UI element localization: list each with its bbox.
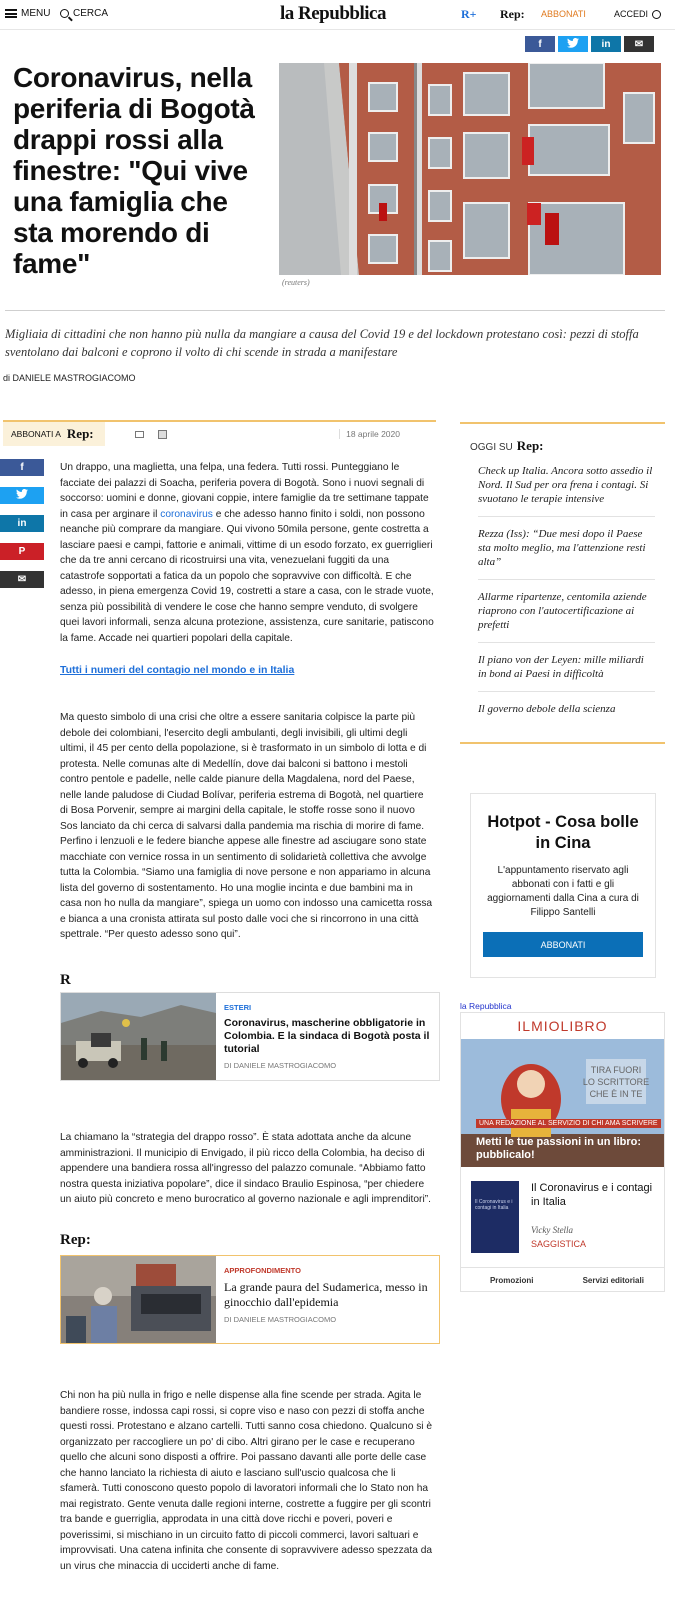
abbonati-rep-button[interactable]: [3, 422, 105, 446]
rep-logo: Rep:: [60, 1232, 91, 1248]
mail-share-button[interactable]: [624, 36, 654, 52]
book-cover: Il Coronavirus e i contagi in Italia: [471, 1181, 519, 1253]
related-article-image: [61, 993, 216, 1080]
card-category: APPROFONDIMENTO: [224, 1266, 301, 1275]
abbonati-a-label: ABBONATI A: [11, 429, 61, 439]
divider: [5, 310, 665, 311]
ilmiolibro-banner[interactable]: [461, 1039, 664, 1167]
menu-label: MENU: [21, 8, 51, 19]
oggi-su-header: [460, 424, 665, 454]
hero-image: [279, 63, 661, 275]
ilmiolibro-footer: [461, 1267, 664, 1293]
article-paragraph: Chi non ha più nulla in frigo e nelle dispense alla fine scende per strada. Agita le bandiere rosse, indossa capi rossi, si copre viso e naso con pezzi di stoffa anche questi rossi. Protestano e alzano cartelli. Tutti sanno cosa chiedono. Qualcuno si è organizzato per raccogliere un po' di cibo. Altri girano per le case e recuperano quello che alcuni sono disposti a offrire. Poi passano davanti alle porte delle case che hanno lanciato la richiesta di aiuto e lasciano sull'uscio qualcosa che li sfamerà. Tutti conoscono questo popolo di lavoratori informali che lo Stato non ha mai registrato. Gente venuta dalle regioni interne, costrette a fuggire per gli scontri tra bande e guerriglia, approdata in una città dove ricchi e poveri, poveri e poverissimi, si mischiano in un circuito fatto di piccoli commerci, lavori saltuari e improvvisati. Una catena infinita che consente di sopravvivere adesso spezzata da un virus che minaccia di ucciderti anche di fame.: [60, 1390, 433, 1572]
hotpot-description: L'appuntamento riservato agli abbonati con i fatti e gli aggiornamenti dalla Cina a cura di Filippo Santelli: [487, 865, 639, 918]
ilmiolibro-logo[interactable]: ILMIOLIBRO: [517, 1018, 608, 1034]
article-paragraph: Ma questo simbolo di una crisi che oltre a essere sanitaria colpisce la parte più debole dei colombiani, l'esercito degli ambulanti, degli invisibili, gli ultimi degli ultimi, il 45 per cento della popolazione, si è trasformato in un simbolo di lotta e di protesta. Nelle comunas alte di Medellín, dove dai balconi si battono i mestoli contro pentole e padelle, nelle calde pianure della Magdalena, nord del Paese, nelle lande paludose di Ciudad Bolívar, periferia estrema di Bogotà, nel quartiere di Bosa Porvenir, sempre ai margini della capitale, le stoffe rosse sono il nuovo Sos lanciato da chi cerca di salvarsi dalla pandemia ma rischia di morire di fame. Perfino i lenzuoli e le federe bianche appese alle finestre ad asciugare sono state macchiate con vernice rossa in un sentimento di solidarietà collettiva che avvolge tutta la Colombia. “Siamo una famiglia di nove persone e non appariamo in alcuna lista del governo di sostentamento. Ho una moglie incinta e due bambini ma in casa non ho nulla da mangiare”, spiega un uomo con indosso una camicetta rossa e bianca a una cronista attirata sul posto dalle voci che si rincorrono in una città spettrale. “Per questo adesso sono qui”.: [60, 712, 433, 940]
article-paragraph: [60, 460, 434, 646]
login-button[interactable]: [614, 9, 661, 19]
banner-slogan-line1: TIRA FUORI: [590, 1065, 642, 1075]
share-bar-top: [525, 36, 654, 52]
photo-credit: (reuters): [282, 278, 310, 287]
servizi-editoriali-link[interactable]: Servizi editoriali: [582, 1276, 644, 1285]
facebook-icon: f: [20, 462, 24, 473]
facebook-icon: f: [538, 38, 542, 50]
twitter-share-button[interactable]: [558, 36, 588, 52]
rplus-link[interactable]: [461, 7, 477, 22]
related-article-image: [61, 1256, 216, 1343]
article-headline: Coronavirus, nella periferia di Bogotà drappi rossi alla finestre: "Qui vive una famiglia che sta morendo di fame": [13, 62, 255, 279]
article-toolbar: [3, 420, 436, 446]
oggi-su-item[interactable]: Rezza (Iss): “Due mesi dopo il Paese sta molto meglio, ma l'attenzione resti alta”: [478, 517, 655, 580]
hotpot-newsletter-box: [470, 793, 656, 978]
book-title: Il Coronavirus e i contagi in Italia: [531, 1182, 653, 1208]
featured-book[interactable]: [461, 1167, 664, 1267]
linkedin-share-button[interactable]: [0, 515, 44, 532]
banner-headline: Metti le tue passioni in un libro: pubblicalo!: [476, 1136, 642, 1161]
hotpot-subscribe-button[interactable]: ABBONATI: [483, 932, 643, 957]
search-button[interactable]: [60, 8, 108, 19]
login-label: ACCEDI: [614, 9, 649, 19]
repubblica-link[interactable]: la Repubblica: [460, 1001, 512, 1011]
hotpot-title: Hotpot - Cosa bolle in Cina: [487, 813, 639, 852]
search-icon: [60, 9, 69, 18]
linkedin-icon: in: [601, 38, 611, 50]
rep-link[interactable]: Rep:: [500, 7, 525, 21]
rep-brand: Rep:: [516, 438, 544, 453]
repubblica-r-logo: R: [60, 972, 71, 988]
banner-caption: UNA REDAZIONE AL SERVIZIO DI CHI AMA SCRIVERE: [476, 1119, 661, 1128]
related-article-card[interactable]: [60, 1255, 440, 1344]
linkedin-icon: in: [17, 518, 27, 529]
print-icon[interactable]: [158, 430, 167, 439]
mail-icon: ✉: [17, 574, 27, 585]
card-title: Coronavirus, mascherine obbligatorie in Colombia. E la sindaca di Bogotà posta il tutorial: [224, 1017, 430, 1055]
oggi-su-rep-box: [460, 422, 665, 744]
book-category: SAGGISTICA: [531, 1239, 587, 1249]
twitter-share-button[interactable]: [0, 487, 44, 504]
facebook-share-button[interactable]: [0, 459, 44, 476]
article-byline: di DANIELE MASTROGIACOMO: [3, 373, 136, 383]
linkedin-share-button[interactable]: [591, 36, 621, 52]
top-bar: [0, 0, 675, 30]
abbonati-link[interactable]: ABBONATI: [541, 9, 586, 19]
oggi-su-item[interactable]: Check up Italia. Ancora sotto assedio il Nord. Il Sud per ora frena i contagi. Si svuotano le terapie intensive: [478, 454, 655, 517]
rep-brand: Rep:: [66, 426, 94, 441]
contagio-numbers-link[interactable]: Tutti i numeri del contagio nel mondo e in Italia: [60, 664, 295, 676]
twitter-icon: [567, 38, 579, 51]
hamburger-icon: [5, 9, 17, 18]
card-byline: DI DANIELE MASTROGIACOMO: [224, 1061, 337, 1070]
related-article-card[interactable]: [60, 992, 440, 1081]
oggi-su-item[interactable]: Allarme ripartenze, centomila aziende riaprono con l'autocertificazione ai prefetti: [478, 580, 655, 643]
menu-button[interactable]: [5, 8, 50, 19]
pinterest-icon: P: [18, 546, 26, 557]
book-author: Vicky Stella: [531, 1225, 574, 1235]
mail-icon: ✉: [634, 38, 644, 50]
card-category: ESTERI: [224, 1003, 252, 1012]
card-title: La grande paura del Sudamerica, messo in ginocchio dall'epidemia: [224, 1280, 428, 1309]
twitter-icon: [16, 489, 28, 502]
mail-icon[interactable]: [135, 431, 144, 438]
paragraph-text: Un drappo, una maglietta, una felpa, una federa. Tutti rossi. Punteggiano le facciate dei palazzi di Soacha, periferia povera di Bogotà. Sono i nuovi segnali di soccorso: uomini e donne, giovani coppie, intere famiglie da tre settimane tappate in casa per arginare il: [60, 462, 429, 520]
coronavirus-link[interactable]: coronavirus: [160, 508, 213, 520]
card-byline: DI DANIELE MASTROGIACOMO: [224, 1315, 337, 1324]
banner-slogan-line2: LO SCRITTORE: [582, 1077, 650, 1087]
promozioni-link[interactable]: Promozioni: [489, 1276, 534, 1285]
rplus-label: R+: [461, 7, 477, 21]
facebook-share-button[interactable]: [525, 36, 555, 52]
oggi-su-item[interactable]: Il piano von der Leyen: mille miliardi in bond ai Paesi in difficoltà: [478, 643, 655, 692]
site-logo[interactable]: la Repubblica: [280, 3, 386, 24]
article-date: 18 aprile 2020: [339, 429, 400, 439]
ilmiolibro-box: [460, 1012, 665, 1292]
banner-slogan-line3: CHE È IN TE: [589, 1089, 643, 1099]
article-subtitle: Migliaia di cittadini che non hanno più nulla da mangiare a causa del Covid 19 e del lockdown protestano così: pezzi di stoffa sventolano dai balconi e coprono il volto di chi scende in strada a manifestare: [5, 327, 639, 359]
user-icon: [652, 10, 661, 19]
oggi-su-item[interactable]: Il governo debole della scienza: [478, 703, 616, 715]
pinterest-share-button[interactable]: [0, 543, 44, 560]
paragraph-text: e che adesso hanno finito i soldi, non possono neanche più comprare da mangiare. Qui vivono 50mila persone, gente costretta a lasciare paesi e campi, fattorie e animali, vittime di un esodo forzato, ex guerriglieri che da tre anni cercano di ricostruirsi una vita, venezuelani fuggiti da una catastrofe sopportati a fatica da un popolo che sopravvive con difficoltà. E che adesso, in piena emergenza Covid 19, costretti a stare a casa, con le strade vuote, senza più possibilità di vendere le cose che hanno sempre venduto, di svolgere quei lavori informali, senza alcuna protezione, assistenza, cure sanitarie, patiscono la fame. Accade nei quartieri popolari della capitale.: [60, 508, 434, 644]
article-paragraph: La chiamano la “strategia del drappo rosso”. È stata adottata anche da alcune amministrazioni. Il municipio di Envigado, il più ricco della Colombia, ha deciso di appendere una bandiera rossa all'ingresso del palazzo comunale. “Abbiamo fatto nostra questa iniziativa popolare”, dice il sindaco Braulio Espinosa, “per chiedere un aiuto più concreto e meno burocratico al governo nazionale e agli imprenditori”.: [60, 1132, 431, 1205]
mail-share-button[interactable]: [0, 571, 44, 588]
oggi-su-label: OGGI SU: [470, 442, 513, 453]
search-label: CERCA: [73, 8, 109, 19]
share-bar-side: [0, 459, 44, 588]
